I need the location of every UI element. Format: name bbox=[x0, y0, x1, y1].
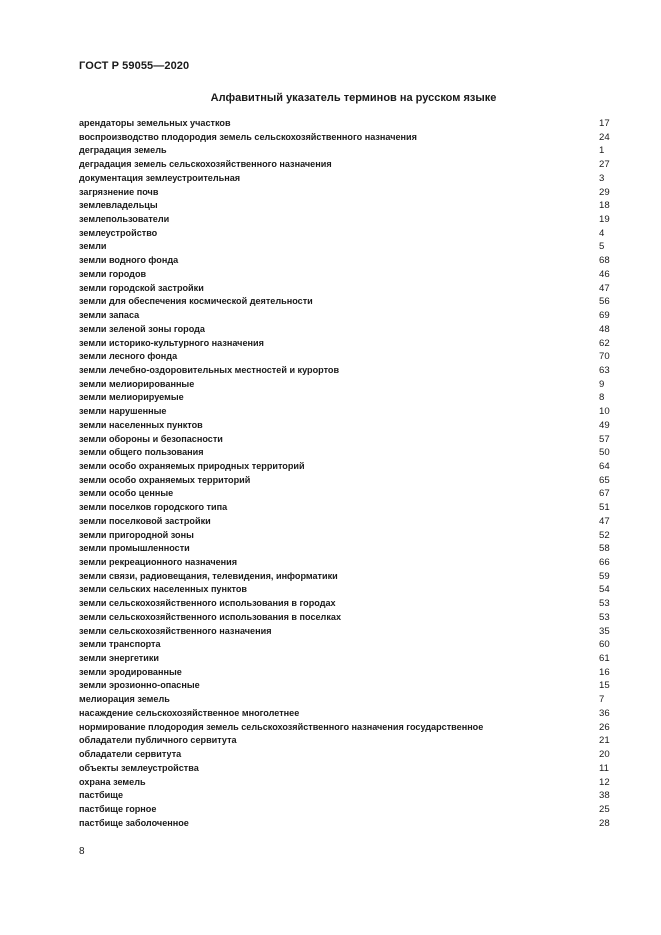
index-entry-term: пастбище bbox=[79, 790, 123, 801]
index-entry-term: земли водного фонда bbox=[79, 255, 179, 266]
index-entry-number: 16 bbox=[599, 666, 610, 678]
index-entry-number: 64 bbox=[599, 460, 610, 472]
index-entry-term: земли мелиорированные bbox=[79, 378, 195, 389]
index-entry-term: пастбище заболоченное bbox=[79, 817, 189, 828]
index-entry bbox=[79, 734, 612, 748]
index-entry-term: земли пригородной зоны bbox=[79, 529, 194, 540]
index-entry-number: 54 bbox=[599, 584, 610, 596]
index-entry-term: деградация земель сельскохозяйственного назначения bbox=[79, 159, 332, 170]
index-entry bbox=[79, 707, 612, 721]
index-entry-term: земли сельскохозяйственного использования в городах bbox=[79, 598, 336, 609]
index-entry-term: объекты землеустройства bbox=[79, 762, 199, 773]
index-entry bbox=[79, 117, 612, 131]
index-entry-number: 59 bbox=[599, 570, 610, 582]
index-entry bbox=[79, 803, 612, 817]
index-entry-term: земли промышленности bbox=[79, 543, 190, 554]
index-entry-number: 60 bbox=[599, 639, 610, 651]
index-entry-number: 50 bbox=[599, 447, 610, 459]
page-number: 8 bbox=[79, 846, 85, 857]
index-entry-term: земли bbox=[79, 241, 107, 252]
index-entry bbox=[79, 378, 612, 392]
index-entry-term: земли эрозионно-опасные bbox=[79, 680, 200, 691]
index-entry-term: земли связи, радиовещания, телевидения, информатики bbox=[79, 570, 338, 581]
index-entry bbox=[79, 583, 612, 597]
index-entry-term: земли населенных пунктов bbox=[79, 419, 203, 430]
index-entry-number: 35 bbox=[599, 625, 610, 637]
index-entry-term: арендаторы земельных участков bbox=[79, 118, 231, 128]
index-entry bbox=[79, 254, 612, 268]
index-entry bbox=[79, 405, 612, 419]
index-title: Алфавитный указатель терминов на русском языке bbox=[210, 92, 497, 104]
index-entry-number: 18 bbox=[599, 200, 610, 212]
index-entry-term: земли лечебно-оздоровительных местностей и курортов bbox=[79, 364, 340, 375]
index-entry bbox=[79, 789, 612, 803]
index-entry-term: земли эродированные bbox=[79, 666, 182, 677]
index-entry bbox=[79, 487, 612, 501]
index-entry-number: 52 bbox=[599, 529, 610, 541]
index-entry-number: 9 bbox=[599, 378, 605, 390]
index-entry-term: загрязнение почв bbox=[79, 186, 159, 197]
index-entry-number: 62 bbox=[599, 337, 610, 349]
index-entry bbox=[79, 295, 612, 309]
index-entry-term: земли особо охраняемых природных территорий bbox=[79, 460, 305, 471]
index-entry bbox=[79, 419, 612, 433]
index-entry bbox=[79, 213, 612, 227]
index-entry-term: нормирование плодородия земель сельскохозяйственного назначения государственное bbox=[79, 721, 484, 732]
index-entry-number: 10 bbox=[599, 406, 610, 418]
index-entry-term: земли рекреационного назначения bbox=[79, 557, 238, 567]
index-entry-term: земли сельских населенных пунктов bbox=[79, 584, 248, 595]
index-entry-number: 36 bbox=[599, 707, 610, 719]
index-entry bbox=[79, 309, 612, 323]
index-entry bbox=[79, 433, 612, 447]
index-entry bbox=[79, 776, 612, 790]
index-entry bbox=[79, 625, 612, 639]
index-entry-number: 70 bbox=[599, 351, 610, 363]
index-entry-term: земли зеленой зоны города bbox=[79, 323, 205, 334]
index-entry-number: 68 bbox=[599, 255, 610, 267]
index-entry-number: 61 bbox=[599, 653, 610, 665]
index-entry-number: 20 bbox=[599, 749, 610, 761]
index-entry-number: 49 bbox=[599, 419, 610, 431]
index-entry bbox=[79, 158, 612, 172]
index-entry-number: 27 bbox=[599, 159, 610, 171]
index-entry-term: земли городской застройки bbox=[79, 282, 204, 293]
index-entry bbox=[79, 364, 612, 378]
index-entry bbox=[79, 611, 612, 625]
index-entry bbox=[79, 666, 612, 680]
index-entry-term: земли сельскохозяйственного использования в поселках bbox=[79, 611, 341, 622]
index-entry-number: 15 bbox=[599, 680, 610, 692]
index-entry-number: 53 bbox=[599, 611, 610, 623]
index-entry bbox=[79, 446, 612, 460]
index-entry-term: деградация земель bbox=[79, 145, 167, 156]
index-entry-number: 69 bbox=[599, 310, 610, 322]
index-entry-term: земли энергетики bbox=[79, 653, 159, 664]
index-entry bbox=[79, 515, 612, 529]
index-entry bbox=[79, 460, 612, 474]
index-entry-number: 48 bbox=[599, 323, 610, 335]
index-entry bbox=[79, 282, 612, 296]
index-entry bbox=[79, 748, 612, 762]
index-entry bbox=[79, 679, 612, 693]
index-entry-number: 21 bbox=[599, 735, 610, 747]
index-entry bbox=[79, 721, 612, 735]
index-entry bbox=[79, 350, 612, 364]
index-entry bbox=[79, 144, 612, 158]
index-entry-number: 67 bbox=[599, 488, 610, 500]
index-entry-number: 28 bbox=[599, 817, 610, 829]
index-entry-term: насаждение сельскохозяйственное многолетнее bbox=[79, 707, 300, 718]
index-entry-term: землепользователи bbox=[79, 214, 170, 225]
index-entry-number: 5 bbox=[599, 241, 605, 253]
index-entry-term: обладатели сервитута bbox=[79, 749, 182, 760]
index-entry-number: 17 bbox=[599, 118, 610, 129]
index-entry bbox=[79, 693, 612, 707]
index-entry-number: 38 bbox=[599, 790, 610, 802]
index-entry-term: мелиорация земель bbox=[79, 694, 170, 705]
index-entry-term: земли для обеспечения космической деятельности bbox=[79, 296, 313, 307]
index-entry bbox=[79, 323, 612, 337]
index-entry-term: земли сельскохозяйственного назначения bbox=[79, 625, 272, 636]
index-entry-number: 1 bbox=[599, 145, 605, 157]
index-entry-term: пастбище горное bbox=[79, 803, 157, 814]
index-entry-number: 7 bbox=[599, 694, 605, 706]
index-entry bbox=[79, 186, 612, 200]
index-entry-term: землевладельцы bbox=[79, 200, 158, 211]
index-entry bbox=[79, 391, 612, 405]
index-entry-number: 4 bbox=[599, 227, 605, 239]
index-entry-number: 57 bbox=[599, 433, 610, 445]
index-entry-number: 63 bbox=[599, 364, 610, 376]
index-entry bbox=[79, 556, 612, 570]
index-entry-number: 53 bbox=[599, 598, 610, 610]
term-index-list bbox=[79, 117, 612, 830]
index-entry-number: 3 bbox=[599, 172, 605, 184]
index-entry bbox=[79, 542, 612, 556]
index-entry-term: земли поселковой застройки bbox=[79, 515, 211, 526]
index-entry-number: 29 bbox=[599, 186, 610, 198]
index-entry-number: 26 bbox=[599, 721, 610, 733]
index-entry-term: земли транспорта bbox=[79, 639, 161, 650]
index-entry bbox=[79, 337, 612, 351]
index-entry bbox=[79, 268, 612, 282]
index-entry-number: 51 bbox=[599, 502, 610, 514]
index-entry-number: 19 bbox=[599, 214, 610, 226]
index-entry-term: земли запаса bbox=[79, 310, 140, 321]
index-entry-term: земли нарушенные bbox=[79, 406, 167, 417]
index-entry-term: документация землеустроительная bbox=[79, 172, 241, 183]
index-entry-number: 24 bbox=[599, 131, 610, 143]
index-entry-term: земли поселков городского типа bbox=[79, 502, 228, 513]
index-entry-term: земли особо охраняемых территорий bbox=[79, 474, 251, 485]
index-entry bbox=[79, 227, 612, 241]
index-entry bbox=[79, 199, 612, 213]
index-entry-number: 25 bbox=[599, 803, 610, 815]
index-entry bbox=[79, 501, 612, 515]
index-entry bbox=[79, 172, 612, 186]
index-entry-term: земли особо ценные bbox=[79, 488, 174, 499]
index-entry-number: 58 bbox=[599, 543, 610, 555]
index-entry-term: землеустройство bbox=[79, 227, 158, 238]
index-entry bbox=[79, 131, 612, 145]
index-entry bbox=[79, 638, 612, 652]
index-entry bbox=[79, 652, 612, 666]
index-entry bbox=[79, 597, 612, 611]
index-entry-number: 56 bbox=[599, 296, 610, 308]
index-entry-term: земли общего пользования bbox=[79, 447, 204, 458]
index-entry bbox=[79, 817, 612, 831]
index-entry-number: 12 bbox=[599, 776, 610, 788]
document-code: ГОСТ Р 59055—2020 bbox=[79, 60, 190, 72]
index-entry-number: 11 bbox=[599, 762, 609, 774]
index-entry-term: земли историко-культурного назначения bbox=[79, 337, 264, 348]
index-entry-number: 47 bbox=[599, 515, 610, 527]
index-entry bbox=[79, 570, 612, 584]
index-entry bbox=[79, 529, 612, 543]
index-entry-term: земли лесного фонда bbox=[79, 351, 178, 362]
index-entry-number: 8 bbox=[599, 392, 605, 404]
index-entry-number: 46 bbox=[599, 268, 610, 280]
index-entry-term: земли городов bbox=[79, 268, 147, 279]
index-entry bbox=[79, 240, 612, 254]
index-entry-term: охрана земель bbox=[79, 776, 146, 787]
index-entry-number: 47 bbox=[599, 282, 610, 294]
index-entry-term: обладатели публичного сервитута bbox=[79, 735, 237, 746]
index-entry-term: воспроизводство плодородия земель сельскохозяйственного назначения bbox=[79, 131, 417, 142]
index-entry bbox=[79, 474, 612, 488]
index-entry-term: земли обороны и безопасности bbox=[79, 433, 223, 444]
index-entry-term: земли мелиорируемые bbox=[79, 392, 184, 403]
index-entry-number: 66 bbox=[599, 557, 610, 568]
index-entry-number: 65 bbox=[599, 474, 610, 486]
index-entry bbox=[79, 762, 612, 776]
